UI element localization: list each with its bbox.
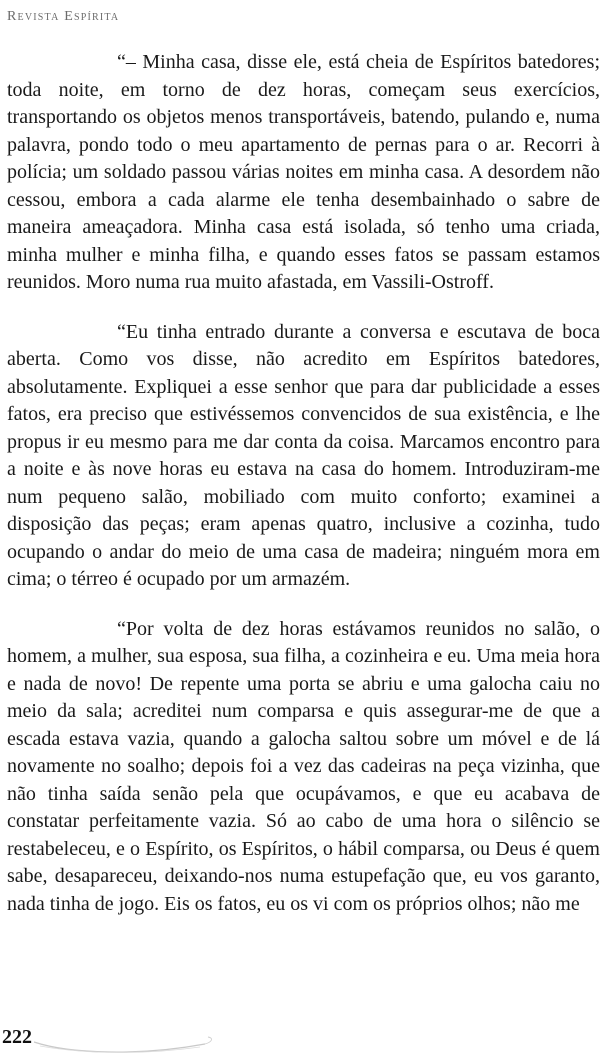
running-header: Revista Espírita	[7, 9, 120, 24]
page-number: 222	[2, 1026, 32, 1048]
body-text	[7, 49, 600, 918]
footer-swash-ornament	[0, 1024, 220, 1055]
paragraph: “Eu tinha entrado durante a conversa e escutava de boca aberta. Como vos disse, não acredito em Espíritos batedores, absolutamente. Expliquei a esse senhor que para dar publicidade a esses fatos, era preciso que estivéssemos convencidos de sua existência, e lhe propus ir eu mesmo para me dar conta da coisa. Marcamos encontro para a noite e às nove horas eu estava na casa do homem. Introduziram-me num pequeno salão, mobiliado com muito conforto; examinei a disposição das peças; eram apenas quatro, inclusive a cozinha, tudo ocupando o andar do meio de uma casa de madeira; ninguém mora em cima; o térreo é ocupado por um armazém.	[7, 320, 600, 590]
paragraph: “Por volta de dez horas estávamos reunidos no salão, o homem, a mulher, sua esposa, sua filha, a cozinheira e eu. Uma meia hora e nada de novo! De repente uma porta se abriu e uma galocha caiu no meio da sala; acreditei num comparsa e quis assegurar-me de que a escada estava vazia, quando a galocha saltou sobre um móvel e de lá novamente no soalho; depois foi a vez das cadeiras na peça vizinha, que não tinha saída senão pela que ocupávamos, e que eu acabava de constatar perfeitamente vazia. Só ao cabo de uma hora o silêncio se restabeleceu, e o Espírito, os Espíritos, o hábil comparsa, ou Deus é quem sabe, desapareceu, deixando-nos numa estupefação que, eu vos garanto, nada tinha de jogo. Eis os fatos, eu os vi com os próprios olhos; não me	[7, 617, 600, 915]
paragraph: “– Minha casa, disse ele, está cheia de Espíritos batedores; toda noite, em torno de dez horas, começam seus exercícios, transportando os objetos menos transportáveis, batendo, pulando e, numa palavra, pondo todo o meu apartamento de pernas para o ar. Recorri à polícia; um soldado passou várias noites em minha casa. A desordem não cessou, embora a cada alarme ele tenha desembainhado o sabre de maneira ameaçadora. Minha casa está isolada, só tenho uma criada, minha mulher e minha filha, e quando esses fatos se passam estamos reunidos. Moro numa rua muito afastada, em Vassili-Ostroff.	[7, 51, 600, 293]
